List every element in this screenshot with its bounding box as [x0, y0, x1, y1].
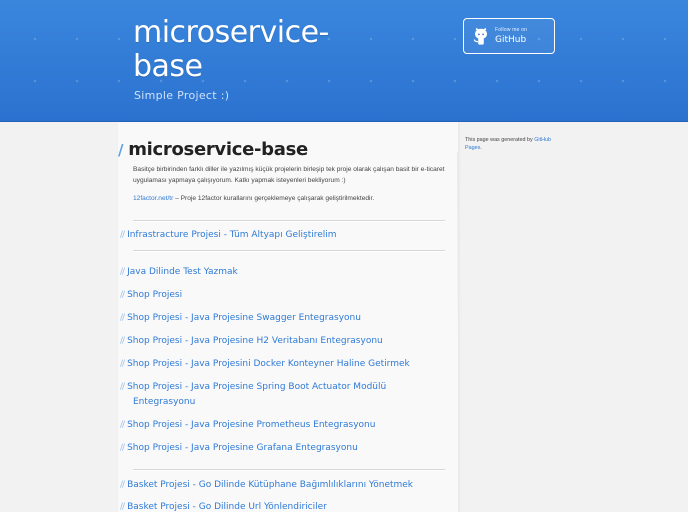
- sidebar-generated-note: [465, 136, 565, 152]
- page-heading-text: microservice-base: [128, 139, 308, 160]
- site-title-line1: microservice-: [133, 15, 329, 50]
- nav-link-shop-h2[interactable]: // Shop Projesi - Java Projesine H2 Veritabanı Entegrasyonu: [120, 336, 383, 346]
- divider: [133, 220, 445, 221]
- github-label: GitHub: [495, 35, 527, 45]
- nav-link-shop-docker[interactable]: // Shop Projesi - Java Projesini Docker Konteyner Haline Getirmek: [120, 359, 410, 369]
- divider: [133, 250, 445, 251]
- page-heading: [118, 139, 308, 160]
- site-header: [0, 0, 688, 122]
- nav-link-basket-dependencies[interactable]: // Basket Projesi - Go Dilinde Kütüphane Bağımlılıklarını Yönetmek: [120, 480, 414, 490]
- follow-me-label: Follow me on: [495, 27, 528, 33]
- intro-paragraph: Basitçe birbirinden farklı diller ile yazılmış küçük projelerin birleşip tek proje olarak çalışan basit bir e-ticaret uygulaması yapmaya çalışıyorum. Katkı yapmak isteyenleri bekliyorum :): [133, 166, 445, 184]
- sidebar-divider: [457, 152, 458, 342]
- heading-slash: /: [118, 141, 124, 159]
- nav-link-infrastructure[interactable]: // Infrastracture Projesi - Tüm Altyapı Geliştirelim: [120, 230, 337, 240]
- site-title-line2: base: [133, 49, 203, 84]
- nav-link-shop-grafana[interactable]: // Shop Projesi - Java Projesine Grafana Entegrasyonu: [120, 443, 358, 453]
- twelve-factor-link[interactable]: 12factor.net/tr: [133, 195, 174, 202]
- nav-link-shop-prometheus[interactable]: // Shop Projesi - Java Projesine Prometheus Entegrasyonu: [120, 420, 376, 430]
- nav-link-java-test[interactable]: // Java Dilinde Test Yazmak: [120, 267, 238, 277]
- twelve-factor-text: – Proje 12factor kurallarını gerçeklemeye çalışarak geliştirilmektedir.: [173, 195, 375, 202]
- generated-by-text: This page was generated by: [465, 137, 535, 143]
- github-pages-link[interactable]: GitHub Pages: [465, 137, 552, 151]
- divider: [133, 469, 445, 470]
- nav-link-shop-actuator[interactable]: // Shop Projesi - Java Projesine Spring Boot Actuator Modülü Entegrasyonu: [120, 382, 387, 407]
- nav-link-basket-routers[interactable]: // Basket Projesi - Go Dilinde Url Yönlendiriciler: [120, 502, 327, 512]
- octocat-icon: [472, 27, 490, 46]
- nav-link-shop-projesi[interactable]: // Shop Projesi: [120, 290, 183, 300]
- generated-by-suffix: .: [480, 145, 482, 151]
- follow-github-button[interactable]: [463, 18, 555, 54]
- site-subtitle: Simple Project :): [134, 89, 230, 102]
- site-title: [133, 16, 433, 84]
- twelve-factor-paragraph: [133, 193, 445, 204]
- nav-link-shop-swagger[interactable]: // Shop Projesi - Java Projesine Swagger Entegrasyonu: [120, 313, 361, 323]
